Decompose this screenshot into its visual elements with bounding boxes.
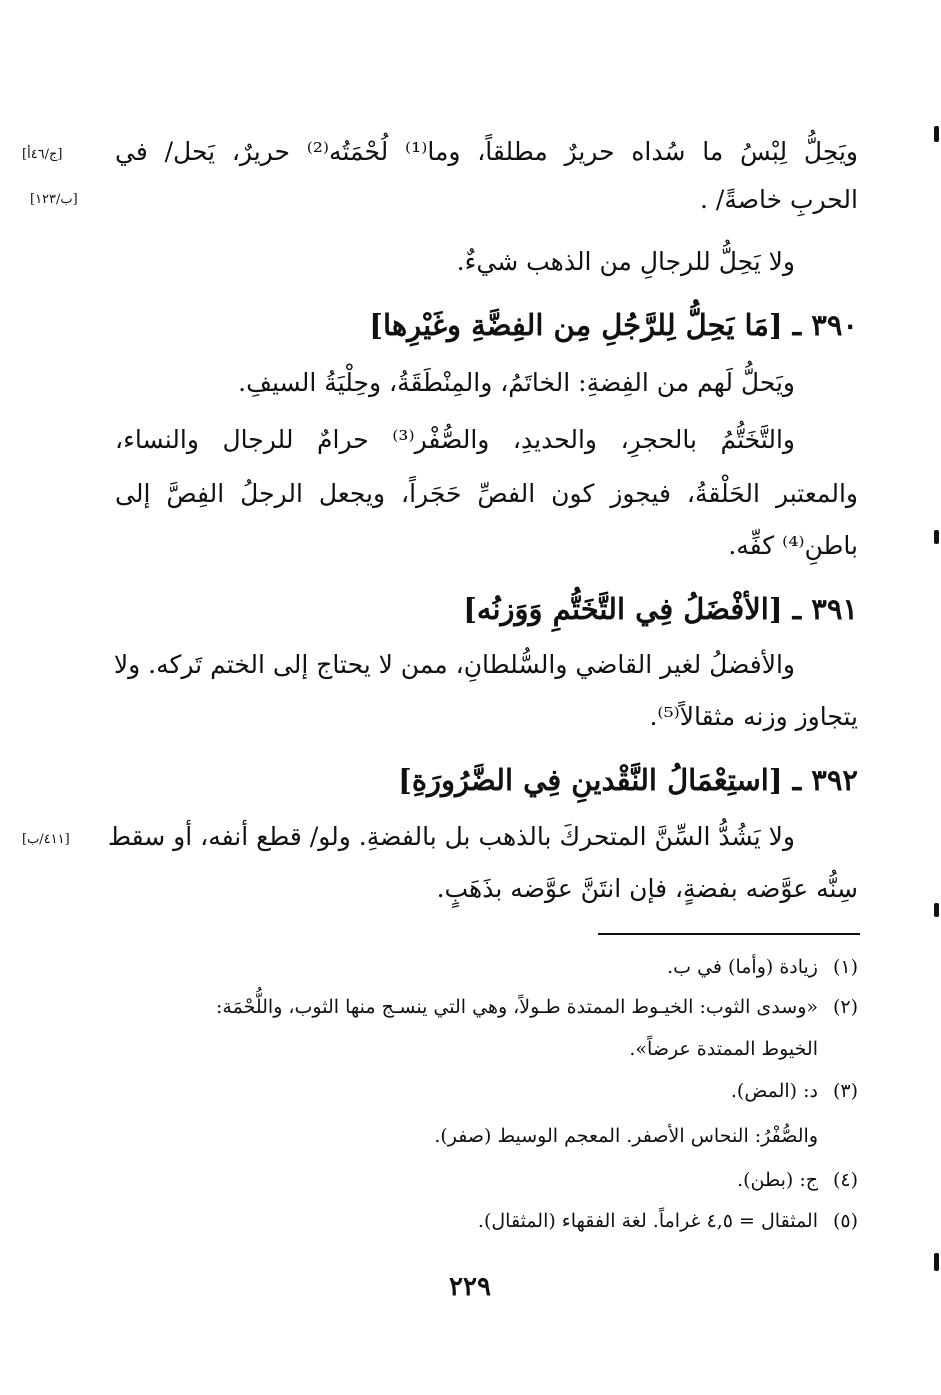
body-line: باطنِ⁽⁴⁾ كفِّه. — [728, 531, 858, 560]
body-line: الحربِ خاصةً/ . — [700, 185, 858, 214]
body-line: يتجاوز وزنه مثقالاً⁽⁵⁾. — [649, 702, 858, 731]
footnote-number: (١) — [832, 956, 858, 978]
footnote-4 — [200, 1167, 858, 1193]
body-line: ويَحلُّ لَهم من الفِضةِ: الخاتَمُ، والمِنْطَقَةُ، وحِلْيَةُ السيفِ. — [238, 368, 795, 397]
footnote-2-continued: الخيوط الممتدة عرضاً». — [629, 1038, 818, 1060]
section-heading-390: ٣٩٠ ـ [مَا يَحِلُّ لِلرَّجُلِ مِن الفِضَّةِ وغَيْرِها] — [369, 308, 858, 342]
scan-edge-mark — [934, 126, 939, 142]
margin-note: [ج/٤٦أ] — [22, 147, 63, 162]
footnote-number: (٣) — [832, 1080, 858, 1102]
section-heading-391: ٣٩١ ـ [الأفْضَلُ فِي التَّخَتُّمِ وَوَزنُه] — [463, 592, 858, 626]
footnote-text: «وسدى الثوب: الخيـوط الممتدة طـولاً، وهي التي ينسـج منها الثوب، واللُّحْمَة: — [216, 996, 818, 1018]
footnote-3 — [200, 1078, 858, 1104]
page-number: ٢٢٩ — [449, 1272, 491, 1302]
body-line: ولا يَشُدُّ السِّنَّ المتحركَ بالذهب بل بالفضةِ. ولو/ قطع أنفه، أو سقط — [107, 822, 795, 851]
margin-note: [ب/١٢٣] — [30, 192, 78, 207]
footnote-text: ج: (بطن). — [737, 1169, 818, 1191]
body-line: والتَّخَتُّمُ بالحجرِ، والحديدِ، والصُّفْر⁽³⁾ حرامٌ للرجال والنساء، — [115, 425, 795, 454]
footnote-number: (٢) — [832, 996, 858, 1018]
footnote-number: (٥) — [832, 1210, 858, 1232]
margin-note: [٤١١/ب] — [22, 832, 70, 847]
body-line: والمعتبر الحَلْقةُ، فيجوز كون الفصِّ حَجَراً، ويجعل الرجلُ الفِصَّ إلى — [115, 479, 858, 508]
footnote-1 — [200, 954, 858, 980]
footnote-text: د: (المض). — [730, 1080, 818, 1102]
body-line: ولا يَحِلُّ للرجالِ من الذهب شيءٌ. — [456, 247, 795, 276]
footnote-2 — [110, 994, 858, 1020]
footnote-text: المثقال = ٤,٥ غراماً. لغة الفقهاء (المثقال). — [477, 1210, 818, 1232]
scan-edge-mark — [934, 1253, 939, 1271]
scan-edge-mark — [934, 903, 939, 917]
scan-edge-mark — [934, 530, 939, 544]
footnote-text: زيادة (وأما) في ب. — [667, 956, 818, 978]
body-line: والأفضلُ لغير القاضي والسُّلطانِ، ممن لا يحتاج إلى الختم تَركه. ولا — [113, 650, 795, 679]
footnote-3-continued: والصُّفْرُ: النحاس الأصفر. المعجم الوسيط (صفر). — [434, 1125, 818, 1147]
body-line: ويَحِلُّ لِبْسُ ما سُداه حريرٌ مطلقاً، وما⁽¹⁾ لُحْمَتُه⁽²⁾ حريرٌ، يَحل/ في — [115, 137, 859, 166]
footnote-5 — [200, 1208, 858, 1234]
body-line: سِنُّه عوَّضه بفضةٍ، فإن انتَنَّ عوَّضه بذَهَبٍ. — [436, 874, 858, 903]
section-heading-392: ٣٩٢ ـ [استِعْمَالُ النَّقْدينِ فِي الضَّرُورَةِ] — [398, 763, 858, 797]
footnote-number: (٤) — [832, 1169, 858, 1191]
footnote-separator — [598, 933, 860, 935]
